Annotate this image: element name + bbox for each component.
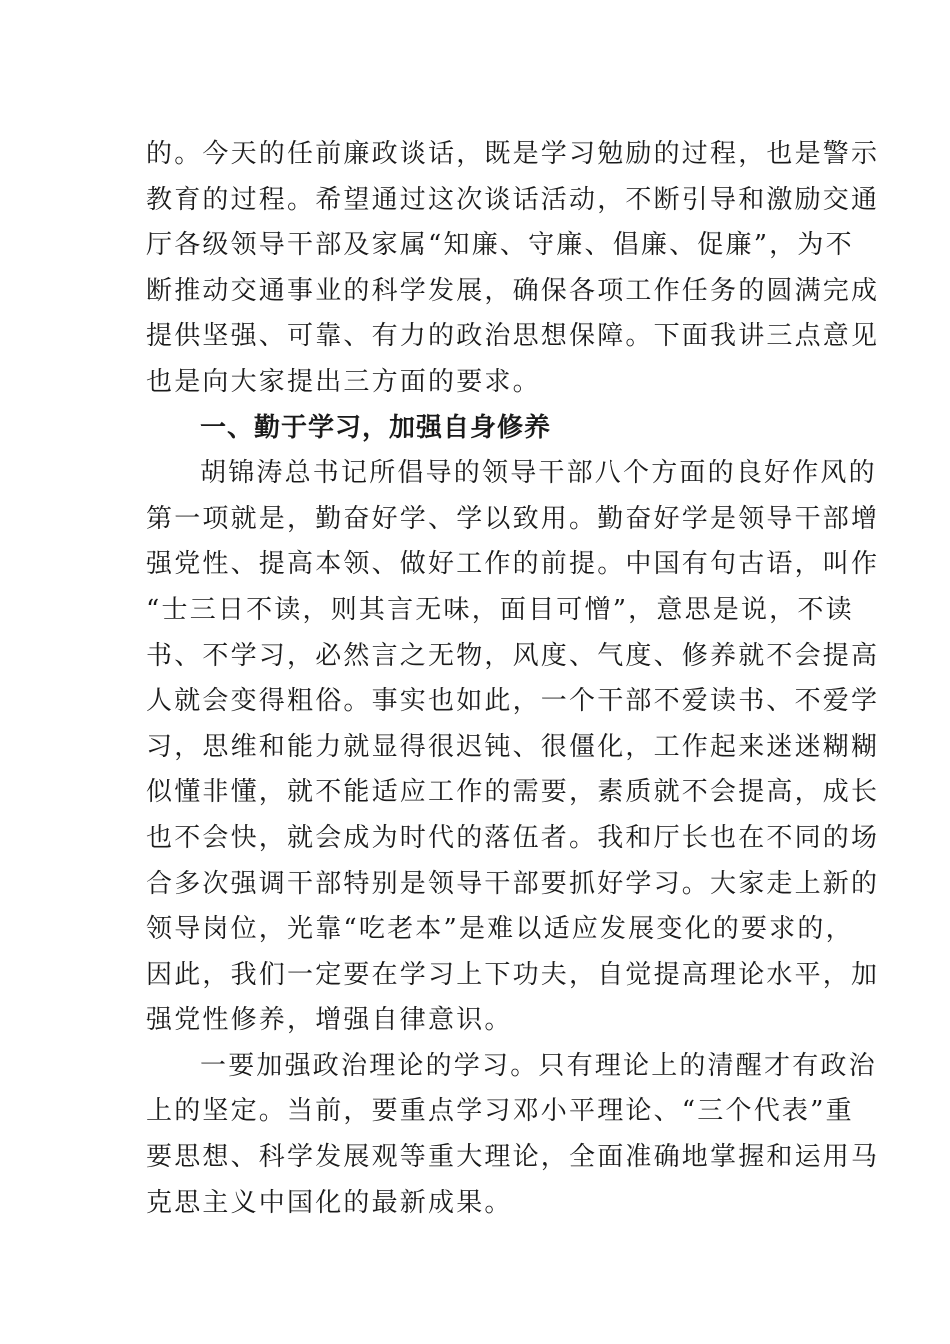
text-line: 厅各级领导干部及家属“知廉、守廉、倡廉、促廉”，为不	[146, 230, 854, 261]
text-line: 书、不学习，必然言之无物，风度、气度、修养就不会提高	[146, 640, 880, 671]
text-line: 因此，我们一定要在学习上下功夫，自觉提高理论水平，加	[146, 959, 880, 990]
text-line: 强党性、提高本领、做好工作的前提。中国有句古语，叫作	[146, 549, 880, 580]
text-line: 克思主义中国化的最新成果。	[146, 1187, 513, 1218]
document-body	[146, 132, 880, 1226]
paragraph-3	[146, 1044, 880, 1226]
text-line: 上的坚定。当前，要重点学习邓小平理论、“三个代表”重	[146, 1096, 854, 1127]
text-line: 似懂非懂，就不能适应工作的需要，素质就不会提高，成长	[146, 777, 880, 808]
text-line: 强党性修养，增强自律意识。	[146, 1005, 513, 1036]
text-line: 胡锦涛总书记所倡导的领导干部八个方面的良好作风的	[200, 458, 877, 489]
paragraph-2	[146, 451, 880, 1044]
text-line: 提供坚强、可靠、有力的政治思想保障。下面我讲三点意见	[146, 321, 880, 352]
text-line: 习，思维和能力就显得很迟钝、很僵化，工作起来迷迷糊糊	[146, 731, 880, 762]
text-line: 第一项就是，勤奋好学、学以致用。勤奋好学是领导干部增	[146, 503, 880, 534]
text-line: 也不会快，就会成为时代的落伍者。我和厅长也在不同的场	[146, 822, 880, 853]
text-line: 合多次强调干部特别是领导干部要抓好学习。大家走上新的	[146, 868, 880, 899]
text-line: 的。今天的任前廉政谈话，既是学习勉励的过程，也是警示	[146, 139, 880, 169]
section-heading: 一、勤于学习，加强自身修养	[200, 412, 552, 443]
text-line: 断推动交通事业的科学发展，确保各项工作任务的圆满完成	[146, 275, 880, 306]
text-line: 要思想、科学发展观等重大理论，全面准确地掌握和运用马	[146, 1142, 880, 1173]
text-line: 也是向大家提出三方面的要求。	[146, 366, 541, 397]
text-line: 领导岗位，光靠“吃老本”是难以适应发展变化的要求的，	[146, 914, 854, 945]
text-line: 人就会变得粗俗。事实也如此，一个干部不爱读书、不爱学	[146, 686, 880, 717]
text-line: 教育的过程。希望通过这次谈话活动，不断引导和激励交通	[146, 184, 880, 215]
paragraph-1	[146, 132, 880, 406]
text-line: “士三日不读，则其言无味，面目可憎”，意思是说，不读	[146, 594, 854, 625]
text-line: 一要加强政治理论的学习。只有理论上的清醒才有政治	[200, 1050, 877, 1081]
